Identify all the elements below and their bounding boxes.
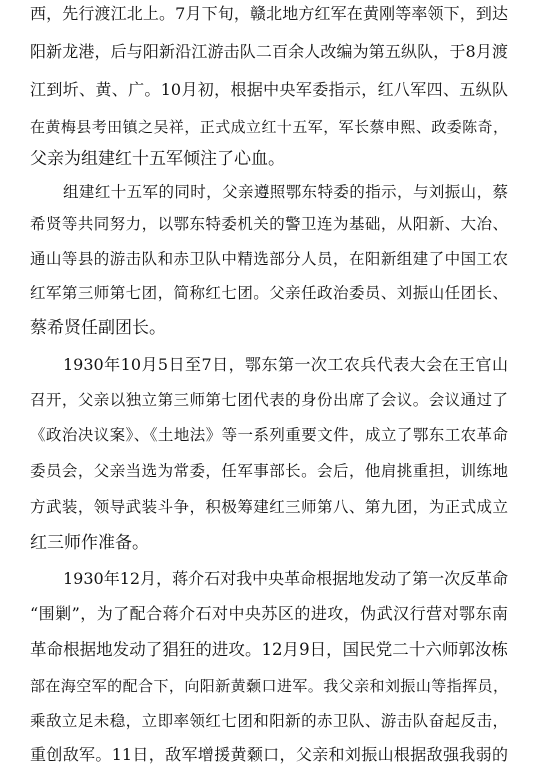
text-line: 重创敌军。11日，敌军增援黄颡口，父亲和刘振山根据敌强我弱的 bbox=[30, 745, 508, 764]
text-line: 召开，父亲以独立第三师第七团代表的身份出席了会议。会议通过了 bbox=[30, 391, 508, 409]
text-line: 阳新龙港，后与阳新沿江游击队二百余人改编为第五纵队，于8月渡 bbox=[30, 42, 508, 61]
text-line: 组建红十五军的同时，父亲遵照鄂东特委的指示，与刘振山，蔡 bbox=[63, 183, 508, 201]
text-line: 1930年12月，蒋介石对我中央革命根据地发动了第一次反革命 bbox=[63, 569, 509, 588]
text-line: 《政治决议案》、《土地法》等一系列重要文件，成立了鄂东工农革命 bbox=[30, 426, 508, 444]
text-line: 江到圻、黄、广。10月初，根据中央军委指示，红八军四、五纵队 bbox=[30, 80, 508, 99]
text-line: 委员会，父亲当选为常委，任军事部长。会后，他肩挑重担，训练地 bbox=[30, 462, 508, 480]
text-line: 1930年10月5日至7日，鄂东第一次工农兵代表大会在王官山 bbox=[63, 355, 508, 374]
text-line: 希贤等共同努力，以鄂东特委机关的警卫连为基础，从阳新、大冶、 bbox=[30, 215, 508, 233]
text-line: 方武装，领导武装斗争，积极筹建红三师第八、第九团，为正式成立 bbox=[30, 498, 508, 516]
text-line: 蔡希贤任副团长。 bbox=[30, 318, 166, 338]
text-line: 通山等县的游击队和赤卫队中精选部分人员，在阳新组建了中国工农 bbox=[30, 250, 508, 268]
text-line: 在黄梅县考田镇之吴祥，正式成立红十五军，军长蔡申熙、政委陈奇， bbox=[30, 118, 508, 136]
text-line: 西，先行渡江北上。7月下旬，赣北地方红军在黄刚等率领下，到达 bbox=[30, 4, 508, 23]
text-line: “围剿”，为了配合蒋介石对中央苏区的进攻，伪武汉行营对鄂东南 bbox=[30, 604, 508, 623]
text-line: 部在海空军的配合下，向阳新黄颡口进军。我父亲和刘振山等指挥员， bbox=[30, 677, 508, 695]
text-line: 红三师作准备。 bbox=[30, 533, 149, 553]
text-line: 乘敌立足未稳，立即率领红七团和阳新的赤卫队、游击队奋起反击， bbox=[30, 712, 508, 730]
text-line: 革命根据地发动了猖狂的进攻。12月9日，国民党二十六师郭汝栋 bbox=[30, 640, 508, 659]
text-line: 父亲为组建红十五军倾注了心血。 bbox=[30, 149, 285, 169]
text-line: 红军第三师第七团，简称红七团。父亲任政治委员、刘振山任团长、 bbox=[30, 284, 508, 302]
